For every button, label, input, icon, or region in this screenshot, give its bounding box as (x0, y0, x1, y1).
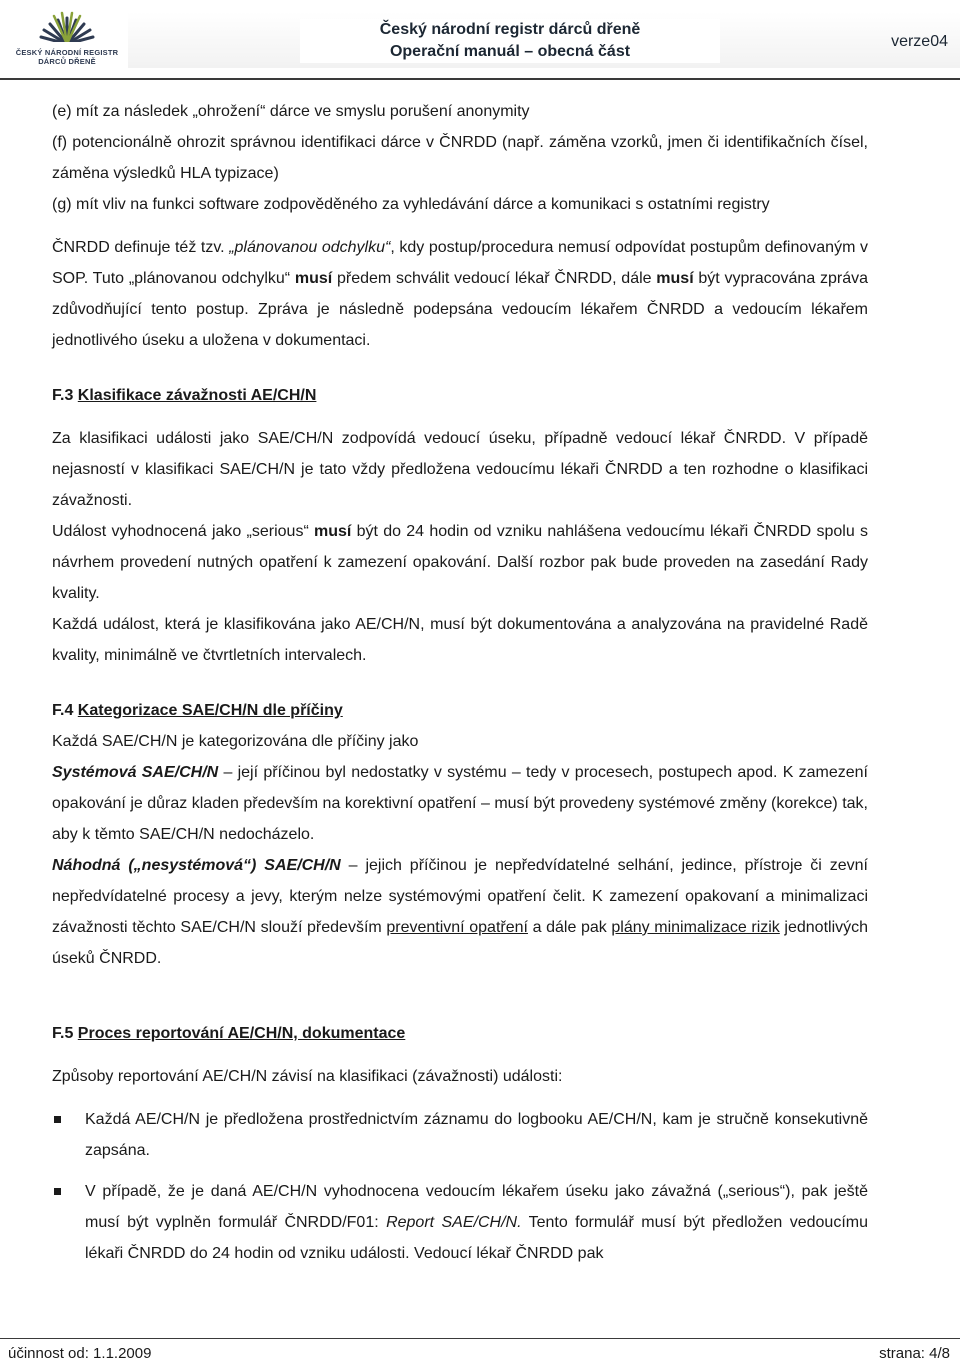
text-run: , kdy postup/procedura nemusí odpovídat postupům definovaným v SOP. Tuto „plánovanou odchylku“ (52, 239, 868, 287)
text-run: Událost vyhodnocená jako „serious“ (52, 523, 315, 540)
bold-text: musí (294, 270, 333, 287)
section-title: Klasifikace závažnosti AE/CH/N (77, 387, 317, 404)
spacer (52, 220, 868, 232)
document-body (52, 96, 868, 1269)
document-title: Český národní registr dárců dřeně (379, 21, 641, 38)
bold-text: musí (656, 270, 694, 287)
text-run: jednotlivých úseků ČNRDD. (52, 919, 869, 967)
emphasis-text: „plánovanou odchylku“ (229, 239, 391, 256)
footer-divider (0, 1338, 960, 1339)
version-label: verze04 (891, 33, 948, 50)
text-run: předem schválit vedoucí lékař ČNRDD, dále (332, 270, 657, 287)
section-number: F.4 (52, 702, 78, 719)
spacer (52, 356, 868, 380)
text-run: být vypracována zpráva zdůvodňující tento postup. Zpráva je následně podepsána vedoucím lékařem ČNRDD a vedoucím lékařem jednotlivého úseku a uložena v dokumentaci. (52, 270, 868, 349)
f4-paragraph-3 (52, 850, 868, 974)
effective-date: účinnost od: 1.1.2009 (8, 1345, 152, 1362)
list-item-text: V případě, že je daná AE/CH/N vyhodnocena vedoucím lékařem úseku jako závažná („serious“), pak ještě musí být vyplněn formulář ČNRDD/F01: (85, 1183, 868, 1231)
bold-italic-term: Systémová SAE/CH/N (52, 764, 219, 781)
list-item-e: (e) mít za následek „ohrožení“ dárce ve smyslu porušení anonymity (52, 103, 530, 120)
planned-deviation-paragraph (52, 232, 868, 356)
text-run: ČNRDD definuje též tzv. (52, 239, 230, 256)
f3-paragraph-2 (52, 516, 868, 609)
f5-paragraph-1: Způsoby reportování AE/CH/N závisí na klasifikaci (závažnosti) události: (52, 1068, 563, 1085)
section-heading-f4 (52, 695, 868, 726)
logo-text-line-1: ČESKÝ NÁRODNÍ REGISTR (15, 48, 119, 57)
f3-paragraph-1: Za klasifikaci události jako SAE/CH/N zodpovídá vedoucí úseku, případně vedoucí lékař ČNRDD. V případě nejasností v klasifikaci SAE/CH/N je tato vždy předložena vedoucímu lékaři ČNRDD a ten rozhodne o klasifikaci závažnosti. (52, 430, 868, 509)
list-item-f: (f) potencionálně ohrozit správnou identifikaci dárce v ČNRDD (např. záměna vzorků, jmen či identifikačních čísel, záměna výsledků HLA typizace) (52, 134, 868, 182)
header-titles (300, 19, 720, 63)
list-item (52, 1176, 868, 1269)
list-item (52, 1104, 868, 1166)
page-number: strana: 4/8 (879, 1345, 950, 1362)
reporting-list (52, 1104, 868, 1269)
list-item-text: Každá AE/CH/N je předložena prostřednictvím záznamu do logbooku AE/CH/N, kam je stručně konsekutivně zapsána. (85, 1111, 868, 1159)
spacer (52, 974, 868, 1018)
spacer (52, 1092, 868, 1104)
list-item-g: (g) mít vliv na funkci software zodpověděného za vyhledávání dárce a komunikaci s ostatními registry (52, 196, 770, 213)
bold-text: musí (314, 523, 352, 540)
text-run: a dále pak (527, 919, 612, 936)
underlined-term: plány minimalizace rizik (611, 919, 780, 936)
bold-italic-term: Náhodná („nesystémová“) SAE/CH/N (52, 857, 341, 874)
f3-paragraph-3: Každá událost, která je klasifikována jako AE/CH/N, musí být dokumentována a analyzována na pravidelné Radě kvality, minimálně ve čtvrtletních intervalech. (52, 616, 868, 664)
section-number: F.5 (52, 1025, 78, 1042)
registry-logo (8, 10, 126, 68)
document-subtitle: Operační manuál – obecná část (389, 43, 631, 60)
list-item-text: Tento formulář musí být předložen vedoucímu lékaři ČNRDD do 24 hodin od vzniku události. Vedoucí lékař ČNRDD pak (85, 1214, 868, 1262)
section-heading-f5 (52, 1018, 868, 1049)
logo-text-line-2: DÁRCŮ DŘENĚ (38, 57, 96, 66)
spacer (52, 411, 868, 423)
f4-paragraph-1: Každá SAE/CH/N je kategorizována dle příčiny jako (52, 733, 419, 750)
spacer (52, 1049, 868, 1061)
square-bullet-icon (54, 1188, 61, 1195)
logo-text (8, 48, 126, 66)
sunburst-logo-icon (8, 10, 126, 50)
header-divider (0, 78, 960, 80)
page-header (0, 0, 960, 78)
spacer (52, 671, 868, 695)
section-heading-f3 (52, 380, 868, 411)
section-title: Kategorizace SAE/CH/N dle příčiny (77, 702, 343, 719)
section-title: Proces reportování AE/CH/N, dokumentace (77, 1025, 406, 1042)
section-number: F.3 (52, 387, 78, 404)
text-run: – jejich příčinou je nepředvídatelné selhání, jedince, přístroje či zevní nepředvídatelné procesy a jevy, kterým nelze systémovými opatření čelit. K zamezení opakovaní a minimalizaci závažnosti těchto SAE/CH/N slouží především (52, 857, 868, 936)
f4-paragraph-2 (52, 757, 868, 850)
form-name: Report SAE/CH/N. (386, 1214, 522, 1231)
square-bullet-icon (54, 1116, 61, 1123)
text-run: – její příčinou byl nedostatky v systému – tedy v procesech, postupech apod. K zamezení opakování je důraz kladen především na korektivní opatření – musí být provedeny systémové změny (korekce) tak, aby k těmto SAE/CH/N nedocházelo. (52, 764, 868, 843)
underlined-term: preventivní opatření (386, 919, 528, 936)
text-run: být do 24 hodin od vzniku nahlášena vedoucímu lékaři ČNRDD spolu s návrhem provedení nutných opatření k zamezení opakování. Další rozbor pak bude proveden na zasedání Rady kvality. (52, 523, 868, 602)
